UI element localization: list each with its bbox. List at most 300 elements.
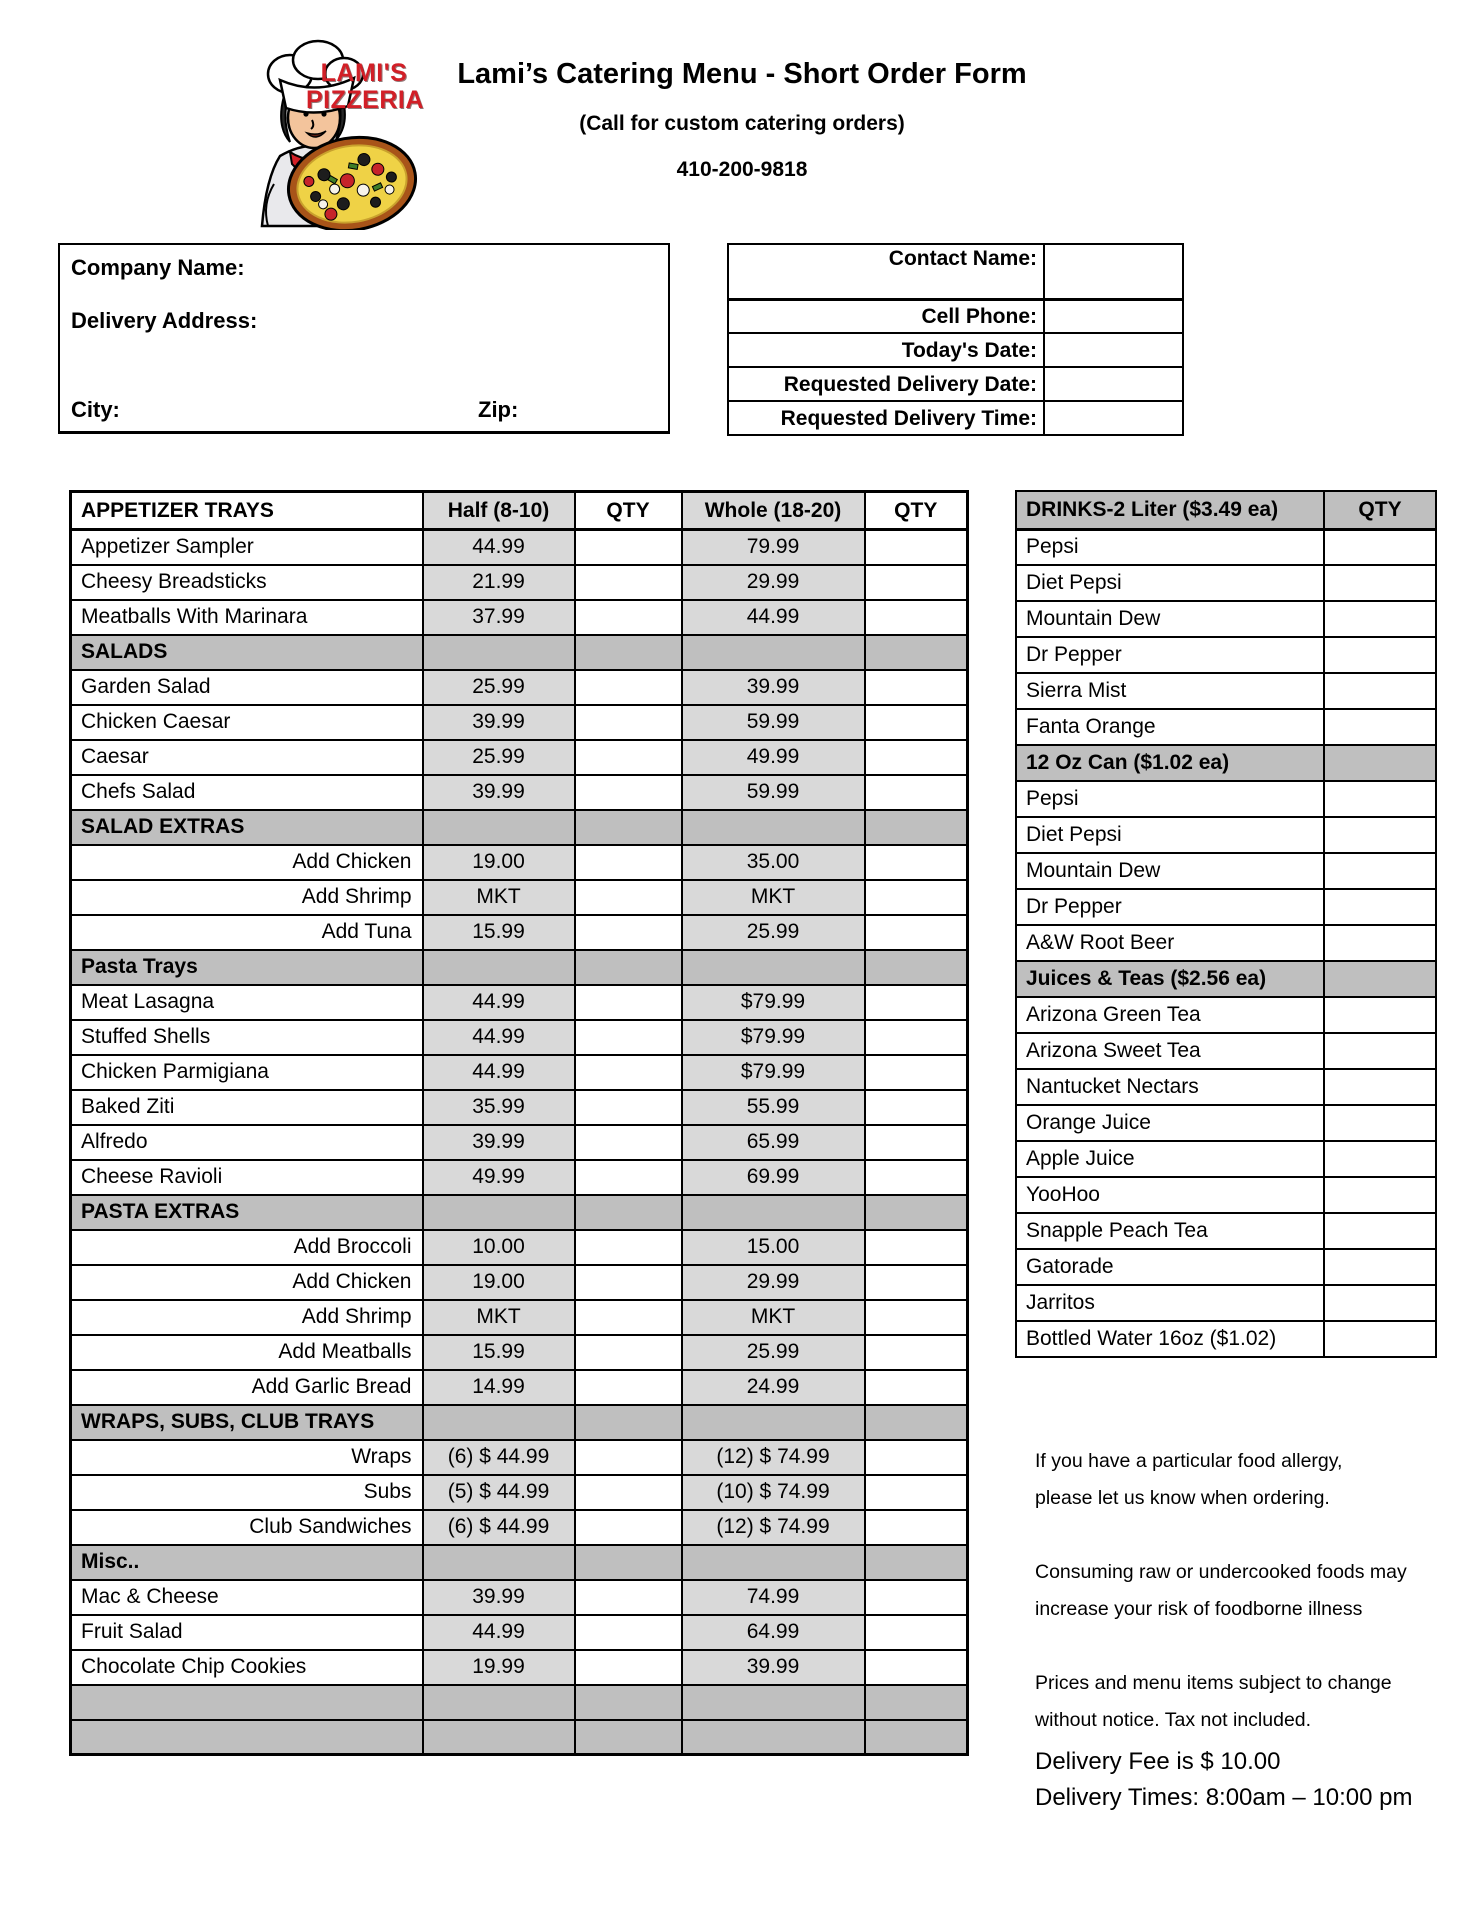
half-price: 14.99 bbox=[423, 1370, 575, 1405]
brand-line2: PIZZERIA bbox=[306, 86, 424, 114]
half-price: 39.99 bbox=[423, 775, 575, 810]
menu-header-row bbox=[71, 492, 968, 530]
drink-name: Jarritos bbox=[1016, 1285, 1324, 1321]
whole-price: 25.99 bbox=[682, 1335, 865, 1370]
half-price: 39.99 bbox=[423, 705, 575, 740]
whole-price: (12) $ 74.99 bbox=[682, 1440, 865, 1475]
notes-block bbox=[1035, 1443, 1475, 1816]
section-title: WRAPS, SUBS, CLUB TRAYS bbox=[71, 1405, 423, 1440]
prices-note-line1: Prices and menu items subject to change bbox=[1035, 1672, 1392, 1694]
section-row bbox=[71, 810, 968, 845]
half-price: MKT bbox=[423, 880, 575, 915]
whole-qty-cell[interactable] bbox=[865, 950, 968, 985]
prices-note-line2: without notice. Tax not included. bbox=[1035, 1709, 1312, 1731]
section-title: 12 Oz Can ($1.02 ea) bbox=[1016, 745, 1324, 781]
whole-qty-cell[interactable] bbox=[865, 915, 968, 950]
drink-name: Diet Pepsi bbox=[1016, 565, 1324, 601]
company-info-box bbox=[58, 243, 670, 434]
item-row bbox=[71, 1160, 968, 1195]
half-qty-cell[interactable] bbox=[575, 1125, 682, 1160]
menu-item-name: Add Shrimp bbox=[71, 1300, 423, 1335]
drink-name: A&W Root Beer bbox=[1016, 925, 1324, 961]
drink-name: Diet Pepsi bbox=[1016, 817, 1324, 853]
whole-price: $79.99 bbox=[682, 985, 865, 1020]
item-row bbox=[1016, 601, 1436, 637]
menu-item-name: Meat Lasagna bbox=[71, 985, 423, 1020]
section-title: SALADS bbox=[71, 635, 423, 670]
item-row bbox=[71, 1615, 968, 1650]
half-qty-cell[interactable] bbox=[575, 775, 682, 810]
drinks-header-row bbox=[1016, 491, 1436, 529]
raw-food-note bbox=[1035, 1554, 1475, 1628]
section-title: Misc.. bbox=[71, 1545, 423, 1580]
contact-name-label: Contact Name: bbox=[728, 244, 1044, 299]
drink-name: Mountain Dew bbox=[1016, 601, 1324, 637]
whole-qty-cell[interactable] bbox=[865, 1160, 968, 1195]
item-row bbox=[71, 670, 968, 705]
menu-item-name: Wraps bbox=[71, 1440, 423, 1475]
menu-item-name: Add Tuna bbox=[71, 915, 423, 950]
city-input[interactable] bbox=[130, 397, 460, 423]
item-row bbox=[1016, 637, 1436, 673]
half-qty-cell[interactable] bbox=[575, 1720, 682, 1755]
half-price: (5) $ 44.99 bbox=[423, 1475, 575, 1510]
drink-name: Mountain Dew bbox=[1016, 853, 1324, 889]
section-title: SALAD EXTRAS bbox=[71, 810, 423, 845]
half-qty-cell[interactable] bbox=[575, 1650, 682, 1685]
half-price: 25.99 bbox=[423, 740, 575, 775]
section-row bbox=[71, 1195, 968, 1230]
half-price: 19.00 bbox=[423, 845, 575, 880]
item-row bbox=[71, 880, 968, 915]
appetizer-trays-header: APPETIZER TRAYS bbox=[71, 492, 423, 530]
drink-qty-cell[interactable] bbox=[1324, 1285, 1436, 1321]
half-price: 44.99 bbox=[423, 1055, 575, 1090]
menu-item-name: Meatballs With Marinara bbox=[71, 600, 423, 635]
half-qty-cell[interactable] bbox=[575, 950, 682, 985]
whole-qty-cell[interactable] bbox=[865, 985, 968, 1020]
whole-qty-cell[interactable] bbox=[865, 635, 968, 670]
item-row bbox=[71, 1090, 968, 1125]
item-row bbox=[1016, 997, 1436, 1033]
whole-qty-cell[interactable] bbox=[865, 1545, 968, 1580]
menu-item-name: Subs bbox=[71, 1475, 423, 1510]
whole-qty-cell[interactable] bbox=[865, 1300, 968, 1335]
whole-qty-cell[interactable] bbox=[865, 1440, 968, 1475]
item-row bbox=[1016, 817, 1436, 853]
contact-row bbox=[728, 401, 1183, 435]
whole-qty-cell[interactable] bbox=[865, 1370, 968, 1405]
half-qty-cell[interactable] bbox=[575, 740, 682, 775]
whole-qty-cell[interactable] bbox=[865, 1615, 968, 1650]
half-price[interactable] bbox=[423, 1685, 575, 1720]
item-row bbox=[1016, 889, 1436, 925]
half-qty-cell[interactable] bbox=[575, 1615, 682, 1650]
half-price: 39.99 bbox=[423, 1125, 575, 1160]
item-row bbox=[71, 740, 968, 775]
whole-qty-cell[interactable] bbox=[865, 565, 968, 600]
whole-price: MKT bbox=[682, 880, 865, 915]
menu-item-name: Baked Ziti bbox=[71, 1090, 423, 1125]
drink-qty-cell[interactable] bbox=[1324, 565, 1436, 601]
whole-price: 29.99 bbox=[682, 565, 865, 600]
whole-qty-cell[interactable] bbox=[865, 1335, 968, 1370]
item-row bbox=[1016, 709, 1436, 745]
item-row bbox=[71, 1475, 968, 1510]
whole-qty-cell[interactable] bbox=[865, 880, 968, 915]
item-row bbox=[71, 1055, 968, 1090]
whole-qty-cell[interactable] bbox=[865, 845, 968, 880]
whole-price: $79.99 bbox=[682, 1020, 865, 1055]
drink-name: Gatorade bbox=[1016, 1249, 1324, 1285]
whole-qty-cell[interactable] bbox=[865, 810, 968, 845]
drink-qty-cell[interactable] bbox=[1324, 961, 1436, 997]
zip-input[interactable] bbox=[530, 397, 660, 423]
item-row bbox=[71, 1335, 968, 1370]
half-qty-cell[interactable] bbox=[575, 1405, 682, 1440]
half-qty-cell[interactable] bbox=[575, 1055, 682, 1090]
whole-price: 49.99 bbox=[682, 740, 865, 775]
whole-qty-cell[interactable] bbox=[865, 1125, 968, 1160]
half-price: 44.99 bbox=[423, 530, 575, 565]
drink-qty-cell[interactable] bbox=[1324, 781, 1436, 817]
half-price bbox=[423, 1545, 575, 1580]
half-price: 44.99 bbox=[423, 985, 575, 1020]
item-row bbox=[71, 1580, 968, 1615]
drink-name: Orange Juice bbox=[1016, 1105, 1324, 1141]
half-qty-cell[interactable] bbox=[575, 1370, 682, 1405]
drink-name: Apple Juice bbox=[1016, 1141, 1324, 1177]
item-row bbox=[1016, 673, 1436, 709]
menu-item-name: Appetizer Sampler bbox=[71, 530, 423, 565]
catering-menu-table bbox=[69, 490, 969, 1756]
requested-delivery-date-input[interactable] bbox=[1044, 367, 1183, 401]
cell-phone-input[interactable] bbox=[1044, 299, 1183, 333]
empty-row bbox=[71, 1720, 968, 1755]
item-row bbox=[1016, 1105, 1436, 1141]
whole-qty-cell[interactable] bbox=[865, 1510, 968, 1545]
half-qty-cell[interactable] bbox=[575, 1265, 682, 1300]
whole-qty-cell[interactable] bbox=[865, 670, 968, 705]
half-qty-cell[interactable] bbox=[575, 985, 682, 1020]
half-qty-cell[interactable] bbox=[575, 670, 682, 705]
whole-price bbox=[682, 1195, 865, 1230]
item-row bbox=[71, 1510, 968, 1545]
contact-row bbox=[728, 367, 1183, 401]
whole-qty-cell[interactable] bbox=[865, 1720, 968, 1755]
delivery-times-note: Delivery Times: 8:00am – 10:00 pm bbox=[1035, 1784, 1413, 1811]
whole-qty-cell[interactable] bbox=[865, 1055, 968, 1090]
half-qty-cell[interactable] bbox=[575, 530, 682, 565]
item-row bbox=[1016, 1285, 1436, 1321]
half-qty-cell[interactable] bbox=[575, 705, 682, 740]
whole-qty-cell[interactable] bbox=[865, 775, 968, 810]
item-row bbox=[71, 1125, 968, 1160]
drink-name: Fanta Orange bbox=[1016, 709, 1324, 745]
drink-qty-cell[interactable] bbox=[1324, 529, 1436, 565]
drink-qty-cell[interactable] bbox=[1324, 601, 1436, 637]
drink-qty-cell[interactable] bbox=[1324, 1249, 1436, 1285]
whole-qty-cell[interactable] bbox=[865, 1265, 968, 1300]
section-title: Pasta Trays bbox=[71, 950, 423, 985]
drink-name: YooHoo bbox=[1016, 1177, 1324, 1213]
drink-name: Arizona Green Tea bbox=[1016, 997, 1324, 1033]
whole-price: 74.99 bbox=[682, 1580, 865, 1615]
item-row bbox=[71, 915, 968, 950]
page-title: Lami’s Catering Menu - Short Order Form bbox=[457, 58, 1027, 90]
drink-qty-cell[interactable] bbox=[1324, 637, 1436, 673]
menu-item-name[interactable] bbox=[71, 1720, 423, 1755]
item-row bbox=[1016, 1249, 1436, 1285]
half-price bbox=[423, 635, 575, 670]
menu-item-name: Cheese Ravioli bbox=[71, 1160, 423, 1195]
section-row bbox=[1016, 961, 1436, 997]
half-price: 21.99 bbox=[423, 565, 575, 600]
whole-qty-cell[interactable] bbox=[865, 1580, 968, 1615]
half-qty-cell[interactable] bbox=[575, 635, 682, 670]
todays-date-label: Today's Date: bbox=[728, 333, 1044, 367]
whole-price: 15.00 bbox=[682, 1230, 865, 1265]
menu-item-name: Add Broccoli bbox=[71, 1230, 423, 1265]
prices-note bbox=[1035, 1665, 1475, 1739]
drink-name: Snapple Peach Tea bbox=[1016, 1213, 1324, 1249]
zip-label: Zip: bbox=[478, 397, 519, 422]
item-row bbox=[1016, 529, 1436, 565]
whole-qty-header: QTY bbox=[865, 492, 968, 530]
section-row bbox=[71, 635, 968, 670]
whole-price: 25.99 bbox=[682, 915, 865, 950]
whole-qty-cell[interactable] bbox=[865, 1475, 968, 1510]
menu-item-name: Cheesy Breadsticks bbox=[71, 565, 423, 600]
drink-qty-cell[interactable] bbox=[1324, 1213, 1436, 1249]
half-qty-cell[interactable] bbox=[575, 1300, 682, 1335]
item-row bbox=[71, 530, 968, 565]
item-row bbox=[1016, 1177, 1436, 1213]
allergy-note-line1: If you have a particular food allergy, bbox=[1035, 1450, 1343, 1472]
allergy-note-line2: please let us know when ordering. bbox=[1035, 1487, 1330, 1509]
item-row bbox=[1016, 853, 1436, 889]
whole-qty-cell[interactable] bbox=[865, 1195, 968, 1230]
half-qty-cell[interactable] bbox=[575, 1685, 682, 1720]
todays-date-input[interactable] bbox=[1044, 333, 1183, 367]
phone-number: 410-200-9818 bbox=[676, 158, 808, 181]
contact-name-input[interactable] bbox=[1044, 244, 1183, 299]
company-name-label: Company Name: bbox=[71, 255, 245, 280]
drinks-qty-header: QTY bbox=[1324, 491, 1436, 529]
whole-price: (10) $ 74.99 bbox=[682, 1475, 865, 1510]
half-qty-cell[interactable] bbox=[575, 1195, 682, 1230]
half-qty-cell[interactable] bbox=[575, 1475, 682, 1510]
half-price: 10.00 bbox=[423, 1230, 575, 1265]
half-qty-cell[interactable] bbox=[575, 915, 682, 950]
item-row bbox=[71, 985, 968, 1020]
item-row bbox=[1016, 925, 1436, 961]
half-price: 44.99 bbox=[423, 1615, 575, 1650]
half-qty-cell[interactable] bbox=[575, 1160, 682, 1195]
drink-qty-cell[interactable] bbox=[1324, 889, 1436, 925]
menu-item-name: Mac & Cheese bbox=[71, 1580, 423, 1615]
drink-qty-cell[interactable] bbox=[1324, 745, 1436, 781]
item-row bbox=[71, 1300, 968, 1335]
item-row bbox=[1016, 1213, 1436, 1249]
half-qty-cell[interactable] bbox=[575, 1440, 682, 1475]
drink-qty-cell[interactable] bbox=[1324, 1105, 1436, 1141]
drink-qty-cell[interactable] bbox=[1324, 1033, 1436, 1069]
drink-qty-cell[interactable] bbox=[1324, 1069, 1436, 1105]
whole-price bbox=[682, 810, 865, 845]
whole-price bbox=[682, 1405, 865, 1440]
half-qty-cell[interactable] bbox=[575, 1335, 682, 1370]
drink-name: Pepsi bbox=[1016, 781, 1324, 817]
item-row bbox=[71, 845, 968, 880]
menu-item-name: Chicken Parmigiana bbox=[71, 1055, 423, 1090]
section-row bbox=[71, 1405, 968, 1440]
city-label: City: bbox=[71, 397, 120, 422]
whole-price: 65.99 bbox=[682, 1125, 865, 1160]
half-price: 35.99 bbox=[423, 1090, 575, 1125]
half-qty-cell[interactable] bbox=[575, 810, 682, 845]
requested-delivery-date-label: Requested Delivery Date: bbox=[728, 367, 1044, 401]
item-row bbox=[71, 1020, 968, 1055]
half-price[interactable] bbox=[423, 1720, 575, 1755]
drink-qty-cell[interactable] bbox=[1324, 673, 1436, 709]
drink-qty-cell[interactable] bbox=[1324, 1177, 1436, 1213]
contact-info-table bbox=[727, 243, 1184, 436]
section-title: Juices & Teas ($2.56 ea) bbox=[1016, 961, 1324, 997]
requested-delivery-time-input[interactable] bbox=[1044, 401, 1183, 435]
whole-size-header: Whole (18-20) bbox=[682, 492, 865, 530]
half-qty-cell[interactable] bbox=[575, 880, 682, 915]
whole-price[interactable] bbox=[682, 1720, 865, 1755]
item-row bbox=[71, 705, 968, 740]
whole-qty-cell[interactable] bbox=[865, 1230, 968, 1265]
half-qty-cell[interactable] bbox=[575, 1545, 682, 1580]
whole-price: 35.00 bbox=[682, 845, 865, 880]
company-name-input[interactable] bbox=[255, 255, 655, 281]
item-row bbox=[1016, 781, 1436, 817]
item-row bbox=[1016, 1069, 1436, 1105]
half-size-header: Half (8-10) bbox=[423, 492, 575, 530]
contact-row bbox=[728, 244, 1183, 299]
whole-qty-cell[interactable] bbox=[865, 740, 968, 775]
whole-price: $79.99 bbox=[682, 1055, 865, 1090]
half-qty-cell[interactable] bbox=[575, 1090, 682, 1125]
item-row bbox=[1016, 1033, 1436, 1069]
item-row bbox=[71, 1650, 968, 1685]
whole-qty-cell[interactable] bbox=[865, 1685, 968, 1720]
drink-name: Dr Pepper bbox=[1016, 637, 1324, 673]
whole-price: 39.99 bbox=[682, 670, 865, 705]
whole-qty-cell[interactable] bbox=[865, 530, 968, 565]
half-qty-cell[interactable] bbox=[575, 1510, 682, 1545]
allergy-note bbox=[1035, 1443, 1475, 1517]
whole-price: 44.99 bbox=[682, 600, 865, 635]
whole-qty-cell[interactable] bbox=[865, 600, 968, 635]
half-price bbox=[423, 1195, 575, 1230]
menu-item-name[interactable] bbox=[71, 1685, 423, 1720]
half-price bbox=[423, 810, 575, 845]
half-price: 19.99 bbox=[423, 1650, 575, 1685]
section-row bbox=[71, 950, 968, 985]
whole-qty-cell[interactable] bbox=[865, 1650, 968, 1685]
whole-price: 24.99 bbox=[682, 1370, 865, 1405]
drink-qty-cell[interactable] bbox=[1324, 997, 1436, 1033]
menu-item-name: Fruit Salad bbox=[71, 1615, 423, 1650]
drinks-2liter-header: DRINKS-2 Liter ($3.49 ea) bbox=[1016, 491, 1324, 529]
half-price: (6) $ 44.99 bbox=[423, 1440, 575, 1475]
item-row bbox=[71, 775, 968, 810]
menu-item-name: Chocolate Chip Cookies bbox=[71, 1650, 423, 1685]
half-qty-cell[interactable] bbox=[575, 1230, 682, 1265]
whole-qty-cell[interactable] bbox=[865, 1090, 968, 1125]
half-price: MKT bbox=[423, 1300, 575, 1335]
item-row bbox=[71, 1440, 968, 1475]
half-qty-cell[interactable] bbox=[575, 565, 682, 600]
half-price bbox=[423, 1405, 575, 1440]
menu-item-name: Add Garlic Bread bbox=[71, 1370, 423, 1405]
section-row bbox=[71, 1545, 968, 1580]
drink-qty-cell[interactable] bbox=[1324, 709, 1436, 745]
half-price: 44.99 bbox=[423, 1020, 575, 1055]
whole-qty-cell[interactable] bbox=[865, 1405, 968, 1440]
cell-phone-label: Cell Phone: bbox=[728, 299, 1044, 333]
half-qty-cell[interactable] bbox=[575, 1580, 682, 1615]
half-price: (6) $ 44.99 bbox=[423, 1510, 575, 1545]
drinks-table bbox=[1015, 490, 1437, 1358]
delivery-address-input[interactable] bbox=[275, 308, 655, 334]
menu-item-name: Add Chicken bbox=[71, 845, 423, 880]
half-qty-header: QTY bbox=[575, 492, 682, 530]
whole-price: 29.99 bbox=[682, 1265, 865, 1300]
menu-item-name: Caesar bbox=[71, 740, 423, 775]
drink-name: Dr Pepper bbox=[1016, 889, 1324, 925]
contact-row bbox=[728, 333, 1183, 367]
drink-qty-cell[interactable] bbox=[1324, 853, 1436, 889]
whole-price: (12) $ 74.99 bbox=[682, 1510, 865, 1545]
drink-qty-cell[interactable] bbox=[1324, 1321, 1436, 1357]
half-price: 15.99 bbox=[423, 915, 575, 950]
half-price: 37.99 bbox=[423, 600, 575, 635]
item-row bbox=[1016, 565, 1436, 601]
whole-price: 69.99 bbox=[682, 1160, 865, 1195]
whole-price bbox=[682, 950, 865, 985]
requested-delivery-time-label: Requested Delivery Time: bbox=[728, 401, 1044, 435]
drink-name: Pepsi bbox=[1016, 529, 1324, 565]
menu-item-name: Stuffed Shells bbox=[71, 1020, 423, 1055]
menu-item-name: Add Meatballs bbox=[71, 1335, 423, 1370]
drink-qty-cell[interactable] bbox=[1324, 1141, 1436, 1177]
item-row bbox=[71, 600, 968, 635]
half-price: 19.00 bbox=[423, 1265, 575, 1300]
half-qty-cell[interactable] bbox=[575, 1020, 682, 1055]
drink-name: Nantucket Nectars bbox=[1016, 1069, 1324, 1105]
half-qty-cell[interactable] bbox=[575, 600, 682, 635]
whole-price[interactable] bbox=[682, 1685, 865, 1720]
drink-name: Bottled Water 16oz ($1.02) bbox=[1016, 1321, 1324, 1357]
drink-qty-cell[interactable] bbox=[1324, 925, 1436, 961]
half-qty-cell[interactable] bbox=[575, 845, 682, 880]
drink-qty-cell[interactable] bbox=[1324, 817, 1436, 853]
drink-name: Arizona Sweet Tea bbox=[1016, 1033, 1324, 1069]
half-price: 39.99 bbox=[423, 1580, 575, 1615]
whole-qty-cell[interactable] bbox=[865, 1020, 968, 1055]
drink-name: Sierra Mist bbox=[1016, 673, 1324, 709]
whole-qty-cell[interactable] bbox=[865, 705, 968, 740]
whole-price bbox=[682, 635, 865, 670]
section-title: PASTA EXTRAS bbox=[71, 1195, 423, 1230]
whole-price: 64.99 bbox=[682, 1615, 865, 1650]
whole-price bbox=[682, 1545, 865, 1580]
